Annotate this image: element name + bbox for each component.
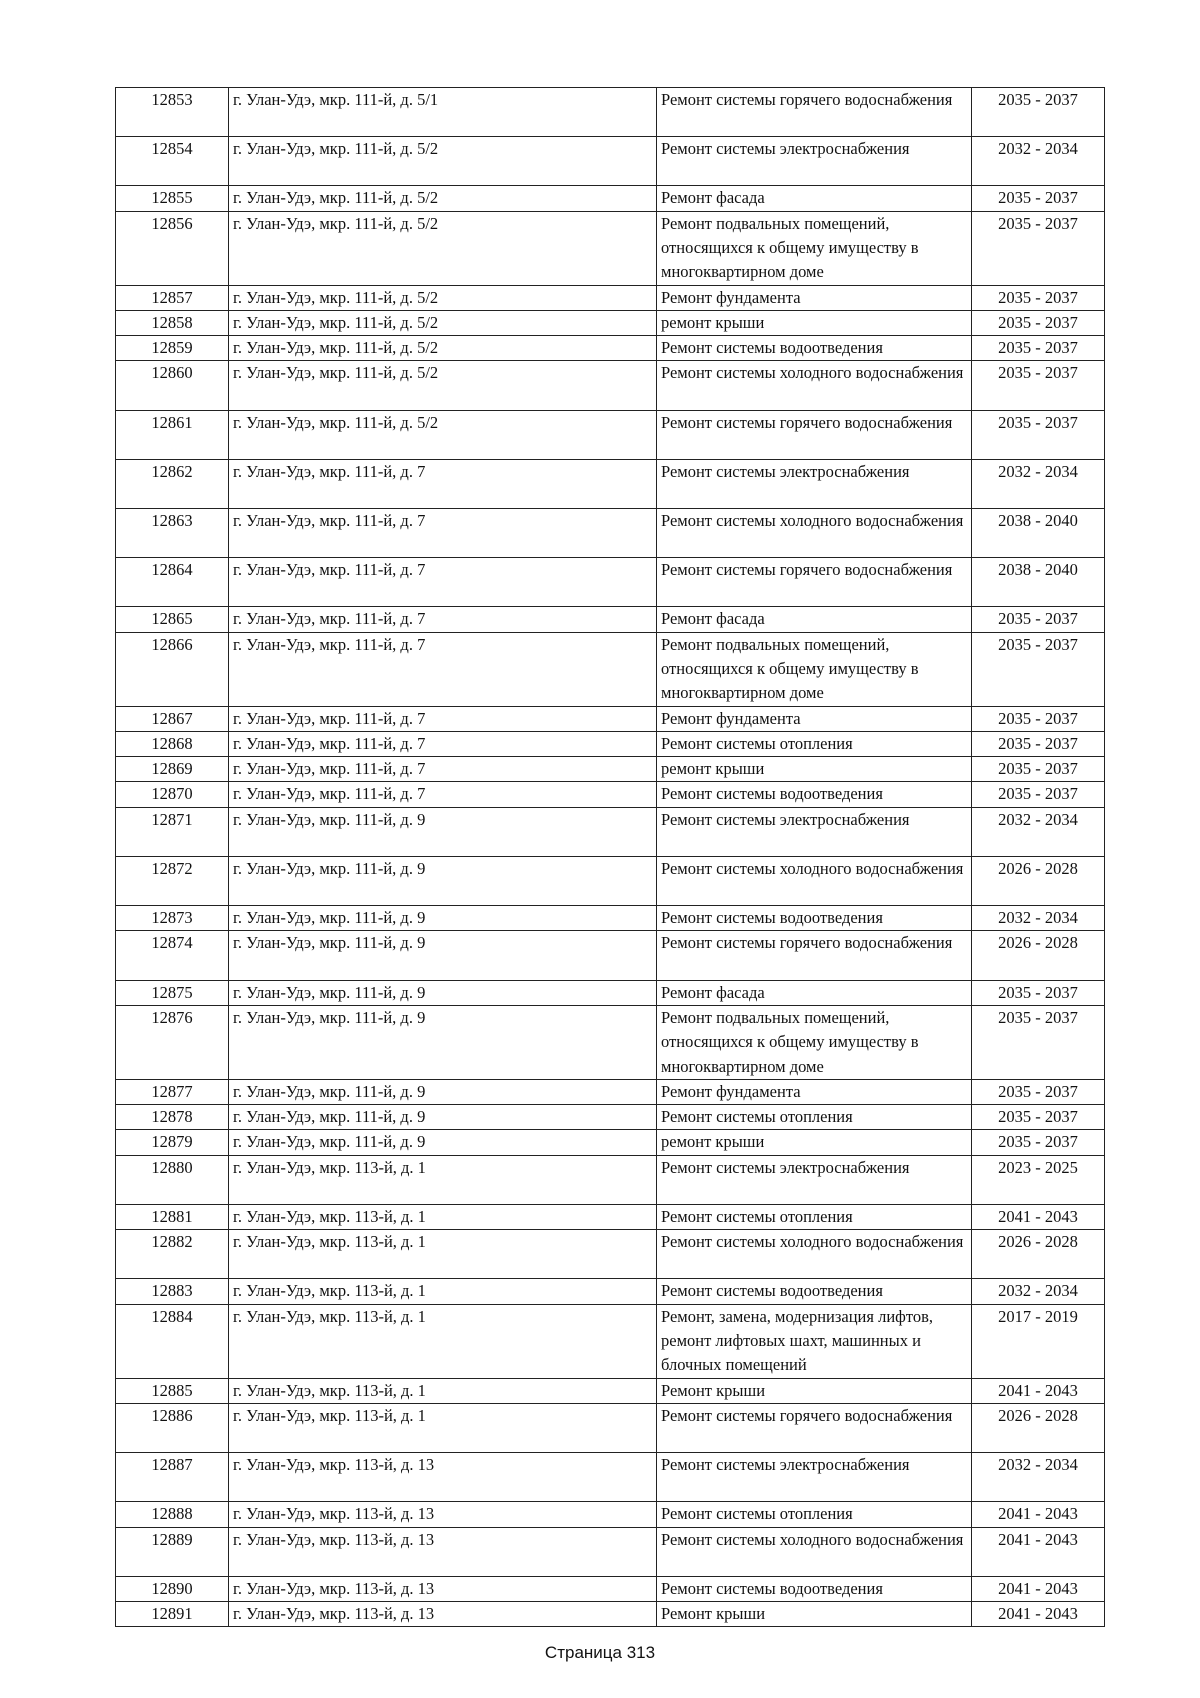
row-period: 2032 - 2034 xyxy=(972,906,1105,931)
row-period: 2038 - 2040 xyxy=(972,509,1105,558)
row-period: 2032 - 2034 xyxy=(972,137,1105,186)
row-period: 2026 - 2028 xyxy=(972,931,1105,980)
row-number: 12871 xyxy=(116,807,229,856)
table-row xyxy=(116,1304,1105,1378)
row-number: 12856 xyxy=(116,211,229,285)
table-row xyxy=(116,782,1105,807)
row-number: 12854 xyxy=(116,137,229,186)
row-period: 2041 - 2043 xyxy=(972,1602,1105,1627)
row-period: 2026 - 2028 xyxy=(972,856,1105,905)
table-row xyxy=(116,1527,1105,1576)
row-period: 2035 - 2037 xyxy=(972,410,1105,459)
table-row xyxy=(116,632,1105,706)
row-address: г. Улан-Удэ, мкр. 111-й, д. 9 xyxy=(229,1130,657,1155)
row-number: 12872 xyxy=(116,856,229,905)
row-number: 12887 xyxy=(116,1453,229,1502)
table-row xyxy=(116,285,1105,310)
table-row xyxy=(116,1230,1105,1279)
row-period: 2035 - 2037 xyxy=(972,285,1105,310)
row-address: г. Улан-Удэ, мкр. 111-й, д. 5/2 xyxy=(229,410,657,459)
row-number: 12873 xyxy=(116,906,229,931)
row-address: г. Улан-Удэ, мкр. 111-й, д. 7 xyxy=(229,706,657,731)
row-number: 12888 xyxy=(116,1502,229,1527)
row-period: 2035 - 2037 xyxy=(972,1105,1105,1130)
row-period: 2041 - 2043 xyxy=(972,1502,1105,1527)
row-period: 2035 - 2037 xyxy=(972,782,1105,807)
row-number: 12866 xyxy=(116,632,229,706)
row-work-type: Ремонт системы холодного водоснабжения xyxy=(657,1527,972,1576)
table-row xyxy=(116,1105,1105,1130)
table-row xyxy=(116,731,1105,756)
row-work-type: Ремонт крыши xyxy=(657,1378,972,1403)
row-period: 2035 - 2037 xyxy=(972,310,1105,335)
row-period: 2041 - 2043 xyxy=(972,1204,1105,1229)
row-address: г. Улан-Удэ, мкр. 111-й, д. 7 xyxy=(229,509,657,558)
row-period: 2026 - 2028 xyxy=(972,1403,1105,1452)
table-row xyxy=(116,211,1105,285)
table-row xyxy=(116,186,1105,211)
row-work-type: Ремонт системы отопления xyxy=(657,731,972,756)
row-address: г. Улан-Удэ, мкр. 111-й, д. 9 xyxy=(229,980,657,1005)
table-row xyxy=(116,757,1105,782)
row-number: 12861 xyxy=(116,410,229,459)
row-number: 12890 xyxy=(116,1576,229,1601)
row-address: г. Улан-Удэ, мкр. 113-й, д. 13 xyxy=(229,1527,657,1576)
repair-schedule-table xyxy=(115,87,1105,1627)
table-row xyxy=(116,706,1105,731)
row-address: г. Улан-Удэ, мкр. 113-й, д. 1 xyxy=(229,1403,657,1452)
row-period: 2035 - 2037 xyxy=(972,211,1105,285)
row-number: 12869 xyxy=(116,757,229,782)
table-row xyxy=(116,1453,1105,1502)
row-number: 12867 xyxy=(116,706,229,731)
table-row xyxy=(116,459,1105,508)
row-period: 2035 - 2037 xyxy=(972,731,1105,756)
row-address: г. Улан-Удэ, мкр. 111-й, д. 7 xyxy=(229,607,657,632)
row-address: г. Улан-Удэ, мкр. 111-й, д. 9 xyxy=(229,1079,657,1104)
row-work-type: Ремонт подвальных помещений, относящихся к общему имуществу в многоквартирном доме xyxy=(657,632,972,706)
row-address: г. Улан-Удэ, мкр. 113-й, д. 1 xyxy=(229,1378,657,1403)
row-number: 12857 xyxy=(116,285,229,310)
row-period: 2032 - 2034 xyxy=(972,807,1105,856)
row-address: г. Улан-Удэ, мкр. 111-й, д. 5/2 xyxy=(229,137,657,186)
row-work-type: Ремонт системы электроснабжения xyxy=(657,1155,972,1204)
row-number: 12858 xyxy=(116,310,229,335)
table-row xyxy=(116,88,1105,137)
row-number: 12880 xyxy=(116,1155,229,1204)
row-work-type: Ремонт крыши xyxy=(657,1602,972,1627)
row-work-type: Ремонт системы электроснабжения xyxy=(657,1453,972,1502)
row-work-type: Ремонт системы отопления xyxy=(657,1502,972,1527)
table-row xyxy=(116,980,1105,1005)
row-period: 2035 - 2037 xyxy=(972,1130,1105,1155)
row-work-type: Ремонт системы горячего водоснабжения xyxy=(657,558,972,607)
row-number: 12879 xyxy=(116,1130,229,1155)
row-work-type: Ремонт фундамента xyxy=(657,1079,972,1104)
row-period: 2038 - 2040 xyxy=(972,558,1105,607)
row-number: 12855 xyxy=(116,186,229,211)
row-address: г. Улан-Удэ, мкр. 113-й, д. 1 xyxy=(229,1155,657,1204)
row-period: 2035 - 2037 xyxy=(972,1005,1105,1079)
table-row xyxy=(116,1005,1105,1079)
row-period: 2035 - 2037 xyxy=(972,88,1105,137)
row-number: 12882 xyxy=(116,1230,229,1279)
row-number: 12864 xyxy=(116,558,229,607)
row-work-type: Ремонт системы горячего водоснабжения xyxy=(657,1403,972,1452)
row-work-type: Ремонт системы отопления xyxy=(657,1105,972,1130)
row-work-type: Ремонт фундамента xyxy=(657,285,972,310)
table-row xyxy=(116,1502,1105,1527)
row-address: г. Улан-Удэ, мкр. 113-й, д. 13 xyxy=(229,1502,657,1527)
row-address: г. Улан-Удэ, мкр. 111-й, д. 9 xyxy=(229,931,657,980)
table-row xyxy=(116,607,1105,632)
row-address: г. Улан-Удэ, мкр. 111-й, д. 9 xyxy=(229,1105,657,1130)
table-row xyxy=(116,509,1105,558)
row-address: г. Улан-Удэ, мкр. 113-й, д. 1 xyxy=(229,1230,657,1279)
row-address: г. Улан-Удэ, мкр. 111-й, д. 5/2 xyxy=(229,285,657,310)
row-number: 12859 xyxy=(116,336,229,361)
row-work-type: Ремонт системы холодного водоснабжения xyxy=(657,856,972,905)
table-row xyxy=(116,1378,1105,1403)
row-work-type: ремонт крыши xyxy=(657,757,972,782)
table-row xyxy=(116,310,1105,335)
row-address: г. Улан-Удэ, мкр. 113-й, д. 13 xyxy=(229,1602,657,1627)
row-work-type: Ремонт фасада xyxy=(657,186,972,211)
table-row xyxy=(116,906,1105,931)
row-address: г. Улан-Удэ, мкр. 111-й, д. 9 xyxy=(229,807,657,856)
row-work-type: Ремонт системы водоотведения xyxy=(657,1576,972,1601)
row-work-type: Ремонт системы холодного водоснабжения xyxy=(657,1230,972,1279)
table-row xyxy=(116,931,1105,980)
row-address: г. Улан-Удэ, мкр. 113-й, д. 1 xyxy=(229,1204,657,1229)
row-period: 2026 - 2028 xyxy=(972,1230,1105,1279)
row-number: 12885 xyxy=(116,1378,229,1403)
page-number: Страница 313 xyxy=(544,1643,656,1662)
row-work-type: Ремонт системы горячего водоснабжения xyxy=(657,410,972,459)
row-number: 12875 xyxy=(116,980,229,1005)
row-number: 12878 xyxy=(116,1105,229,1130)
row-address: г. Улан-Удэ, мкр. 111-й, д. 7 xyxy=(229,757,657,782)
row-work-type: Ремонт системы водоотведения xyxy=(657,782,972,807)
row-period: 2032 - 2034 xyxy=(972,1279,1105,1304)
row-number: 12860 xyxy=(116,361,229,410)
row-work-type: Ремонт фасада xyxy=(657,607,972,632)
row-number: 12883 xyxy=(116,1279,229,1304)
row-address: г. Улан-Удэ, мкр. 111-й, д. 7 xyxy=(229,459,657,508)
row-period: 2041 - 2043 xyxy=(972,1378,1105,1403)
row-work-type: Ремонт, замена, модернизация лифтов, ремонт лифтовых шахт, машинных и блочных помещений xyxy=(657,1304,972,1378)
row-work-type: Ремонт системы электроснабжения xyxy=(657,137,972,186)
row-address: г. Улан-Удэ, мкр. 111-й, д. 7 xyxy=(229,782,657,807)
table-row xyxy=(116,1204,1105,1229)
row-work-type: Ремонт системы горячего водоснабжения xyxy=(657,931,972,980)
row-number: 12874 xyxy=(116,931,229,980)
row-work-type: Ремонт системы горячего водоснабжения xyxy=(657,88,972,137)
row-address: г. Улан-Удэ, мкр. 111-й, д. 5/2 xyxy=(229,361,657,410)
table-row xyxy=(116,1155,1105,1204)
row-address: г. Улан-Удэ, мкр. 111-й, д. 5/1 xyxy=(229,88,657,137)
table-row xyxy=(116,1576,1105,1601)
row-work-type: Ремонт подвальных помещений, относящихся к общему имуществу в многоквартирном доме xyxy=(657,1005,972,1079)
table-row xyxy=(116,558,1105,607)
row-period: 2035 - 2037 xyxy=(972,186,1105,211)
table-row xyxy=(116,361,1105,410)
row-number: 12876 xyxy=(116,1005,229,1079)
row-address: г. Улан-Удэ, мкр. 111-й, д. 5/2 xyxy=(229,211,657,285)
row-number: 12884 xyxy=(116,1304,229,1378)
row-work-type: Ремонт системы водоотведения xyxy=(657,1279,972,1304)
table-row xyxy=(116,1279,1105,1304)
row-number: 12862 xyxy=(116,459,229,508)
row-address: г. Улан-Удэ, мкр. 111-й, д. 5/2 xyxy=(229,310,657,335)
row-work-type: Ремонт системы водоотведения xyxy=(657,906,972,931)
row-period: 2032 - 2034 xyxy=(972,459,1105,508)
row-work-type: Ремонт системы холодного водоснабжения xyxy=(657,361,972,410)
row-address: г. Улан-Удэ, мкр. 111-й, д. 7 xyxy=(229,632,657,706)
row-work-type: Ремонт фундамента xyxy=(657,706,972,731)
row-work-type: ремонт крыши xyxy=(657,1130,972,1155)
row-address: г. Улан-Удэ, мкр. 111-й, д. 9 xyxy=(229,906,657,931)
row-work-type: Ремонт системы водоотведения xyxy=(657,336,972,361)
row-address: г. Улан-Удэ, мкр. 113-й, д. 13 xyxy=(229,1453,657,1502)
table-row xyxy=(116,807,1105,856)
row-address: г. Улан-Удэ, мкр. 111-й, д. 9 xyxy=(229,856,657,905)
row-number: 12881 xyxy=(116,1204,229,1229)
table-row xyxy=(116,336,1105,361)
row-address: г. Улан-Удэ, мкр. 113-й, д. 1 xyxy=(229,1279,657,1304)
row-address: г. Улан-Удэ, мкр. 111-й, д. 5/2 xyxy=(229,186,657,211)
row-work-type: Ремонт подвальных помещений, относящихся к общему имуществу в многоквартирном доме xyxy=(657,211,972,285)
row-period: 2035 - 2037 xyxy=(972,706,1105,731)
row-number: 12868 xyxy=(116,731,229,756)
row-period: 2035 - 2037 xyxy=(972,632,1105,706)
table-row xyxy=(116,1079,1105,1104)
row-work-type: Ремонт системы электроснабжения xyxy=(657,807,972,856)
table-row xyxy=(116,1602,1105,1627)
table-body xyxy=(116,88,1105,1627)
table-row xyxy=(116,1403,1105,1452)
table-row xyxy=(116,1130,1105,1155)
row-address: г. Улан-Удэ, мкр. 111-й, д. 7 xyxy=(229,558,657,607)
table-row xyxy=(116,410,1105,459)
row-period: 2035 - 2037 xyxy=(972,361,1105,410)
row-address: г. Улан-Удэ, мкр. 111-й, д. 9 xyxy=(229,1005,657,1079)
row-work-type: Ремонт системы отопления xyxy=(657,1204,972,1229)
row-number: 12886 xyxy=(116,1403,229,1452)
row-period: 2035 - 2037 xyxy=(972,980,1105,1005)
table-row xyxy=(116,137,1105,186)
row-work-type: Ремонт системы холодного водоснабжения xyxy=(657,509,972,558)
row-number: 12853 xyxy=(116,88,229,137)
row-number: 12891 xyxy=(116,1602,229,1627)
row-address: г. Улан-Удэ, мкр. 111-й, д. 5/2 xyxy=(229,336,657,361)
row-address: г. Улан-Удэ, мкр. 111-й, д. 7 xyxy=(229,731,657,756)
row-work-type: Ремонт фасада xyxy=(657,980,972,1005)
row-period: 2035 - 2037 xyxy=(972,757,1105,782)
row-work-type: Ремонт системы электроснабжения xyxy=(657,459,972,508)
row-number: 12863 xyxy=(116,509,229,558)
row-period: 2041 - 2043 xyxy=(972,1576,1105,1601)
row-number: 12877 xyxy=(116,1079,229,1104)
row-number: 12870 xyxy=(116,782,229,807)
row-period: 2035 - 2037 xyxy=(972,336,1105,361)
row-period: 2035 - 2037 xyxy=(972,1079,1105,1104)
row-period: 2023 - 2025 xyxy=(972,1155,1105,1204)
table-row xyxy=(116,856,1105,905)
row-period: 2035 - 2037 xyxy=(972,607,1105,632)
row-address: г. Улан-Удэ, мкр. 113-й, д. 1 xyxy=(229,1304,657,1378)
row-period: 2017 - 2019 xyxy=(972,1304,1105,1378)
row-work-type: ремонт крыши xyxy=(657,310,972,335)
row-address: г. Улан-Удэ, мкр. 113-й, д. 13 xyxy=(229,1576,657,1601)
row-number: 12865 xyxy=(116,607,229,632)
row-period: 2041 - 2043 xyxy=(972,1527,1105,1576)
row-period: 2032 - 2034 xyxy=(972,1453,1105,1502)
row-number: 12889 xyxy=(116,1527,229,1576)
